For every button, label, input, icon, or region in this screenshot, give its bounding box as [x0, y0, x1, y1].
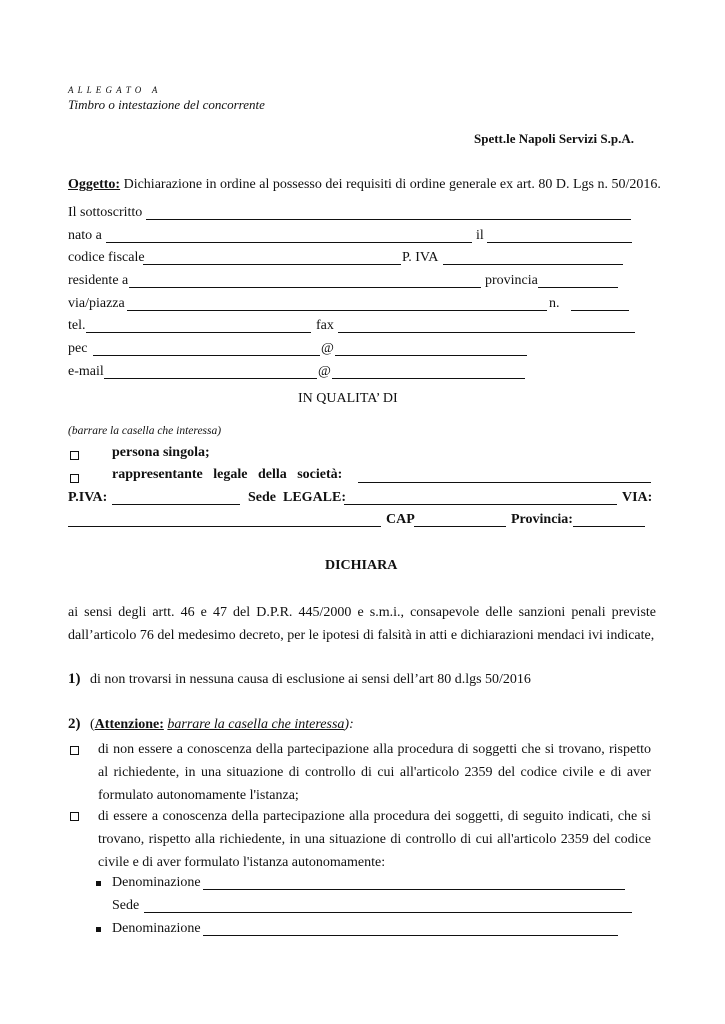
via-field[interactable]: [68, 526, 381, 527]
option-a-checkbox[interactable]: [70, 746, 79, 755]
piva-label: P. IVA: [402, 250, 439, 265]
provincia-field[interactable]: [538, 287, 618, 288]
numero-field[interactable]: [571, 310, 629, 311]
bullet-icon: [96, 881, 101, 886]
cap-label: CAP: [386, 512, 415, 527]
via-label: VIA:: [622, 490, 653, 505]
societa-provincia-field[interactable]: [573, 526, 645, 527]
allegato-label: A L L E G A T O A: [68, 85, 159, 95]
societa-piva-label: P.IVA:: [68, 490, 108, 505]
oggetto: [68, 177, 661, 193]
item1-text: di non trovarsi in nessuna causa di esclusione ai sensi dell’art 80 d.lgs 50/2016: [90, 672, 531, 687]
societa-provincia-label: Provincia:: [511, 512, 573, 527]
residente-a-label: residente a: [68, 273, 129, 288]
piva-field[interactable]: [443, 264, 623, 265]
timbro-label: Timbro o intestazione del concorrente: [68, 97, 265, 112]
email-user-field[interactable]: [104, 378, 317, 379]
rappresentante-label: rappresentante legale della società:: [112, 467, 343, 482]
item2-note: barrare la casella che interessa: [167, 717, 345, 732]
nato-a-label: nato a: [68, 228, 102, 243]
option-a-text: di non essere a conoscenza della partecipazione alla procedura di soggetti che si trovano, rispetto al richiedente, in una situazione di controllo di cui all'articolo 2359 del codice civile e di aver formulato autonomamente l'istanza;: [98, 742, 651, 803]
oggetto-text: Dichiarazione in ordine al possesso dei requisiti di ordine generale ex art. 80 D. Lgs n. 50/2016.: [120, 177, 661, 192]
tel-field[interactable]: [86, 332, 311, 333]
pec-label: pec: [68, 341, 88, 356]
item1-number: 1): [68, 671, 81, 687]
option-b-text: di essere a conoscenza della partecipazione alla procedura dei soggetti, di seguito indicati, che si trovano, rispetto alla richiedente, in una situazione di controllo di cui all'articolo 2359 del codice civile e di aver formulato l'istanza autonomamente:: [98, 809, 651, 870]
pec-domain-field[interactable]: [335, 355, 527, 356]
option-b-checkbox[interactable]: [70, 812, 79, 821]
pec-at: @: [321, 341, 334, 356]
cap-field[interactable]: [414, 526, 506, 527]
item2-open: (: [90, 717, 95, 732]
sottoscritto-field[interactable]: [146, 219, 631, 220]
persona-singola-checkbox[interactable]: [70, 451, 79, 460]
pec-user-field[interactable]: [93, 355, 320, 356]
item2-number: 2): [68, 716, 81, 732]
provincia-label: provincia: [485, 273, 538, 288]
denominazione-field-1[interactable]: [203, 889, 625, 890]
sede-label: Sede: [112, 898, 140, 913]
recipient: Spett.le Napoli Servizi S.p.A.: [474, 131, 634, 146]
numero-label: n.: [549, 296, 560, 311]
codice-fiscale-field[interactable]: [143, 264, 401, 265]
item2-close: ):: [344, 717, 354, 732]
residente-a-field[interactable]: [129, 287, 481, 288]
oggetto-label: Oggetto:: [68, 177, 121, 192]
fax-label: fax: [316, 318, 334, 333]
via-piazza-field[interactable]: [127, 310, 547, 311]
email-domain-field[interactable]: [332, 378, 525, 379]
persona-singola-label: persona singola;: [112, 445, 210, 460]
sede-field[interactable]: [144, 912, 632, 913]
sede-legale-field[interactable]: [344, 504, 617, 505]
sottoscritto-label: Il sottoscritto: [68, 205, 143, 220]
rappresentante-checkbox[interactable]: [70, 474, 79, 483]
tel-label: tel.: [68, 318, 86, 333]
email-at: @: [318, 364, 331, 379]
sede-legale-label: Sede LEGALE:: [248, 490, 347, 505]
denominazione-label-1: Denominazione: [112, 875, 201, 890]
data-nascita-field[interactable]: [487, 242, 632, 243]
via-piazza-label: via/piazza: [68, 296, 125, 311]
codice-fiscale-label: codice fiscale: [68, 250, 145, 265]
qualita-title: IN QUALITA’ DI: [298, 391, 398, 406]
denominazione-label-2: Denominazione: [112, 921, 201, 936]
item2-heading: [90, 717, 354, 733]
societa-field[interactable]: [358, 482, 651, 483]
attenzione-label: Attenzione:: [94, 717, 164, 732]
denominazione-field-2[interactable]: [203, 935, 618, 936]
dichiara-title: DICHIARA: [325, 558, 398, 573]
email-label: e-mail: [68, 364, 104, 379]
societa-piva-field[interactable]: [112, 504, 240, 505]
il-label: il: [476, 228, 484, 243]
nato-a-field[interactable]: [106, 242, 472, 243]
fax-field[interactable]: [338, 332, 635, 333]
bullet-icon: [96, 927, 101, 932]
dichiara-intro: ai sensi degli artt. 46 e 47 del D.P.R. 445/2000 e s.m.i., consapevole delle sanzioni penali previste dall’articolo 76 del medesimo decreto, per le ipotesi di falsità in atti e dichiarazioni mendaci ivi indicate,: [68, 605, 656, 643]
qualita-note: (barrare la casella che interessa): [68, 425, 222, 437]
